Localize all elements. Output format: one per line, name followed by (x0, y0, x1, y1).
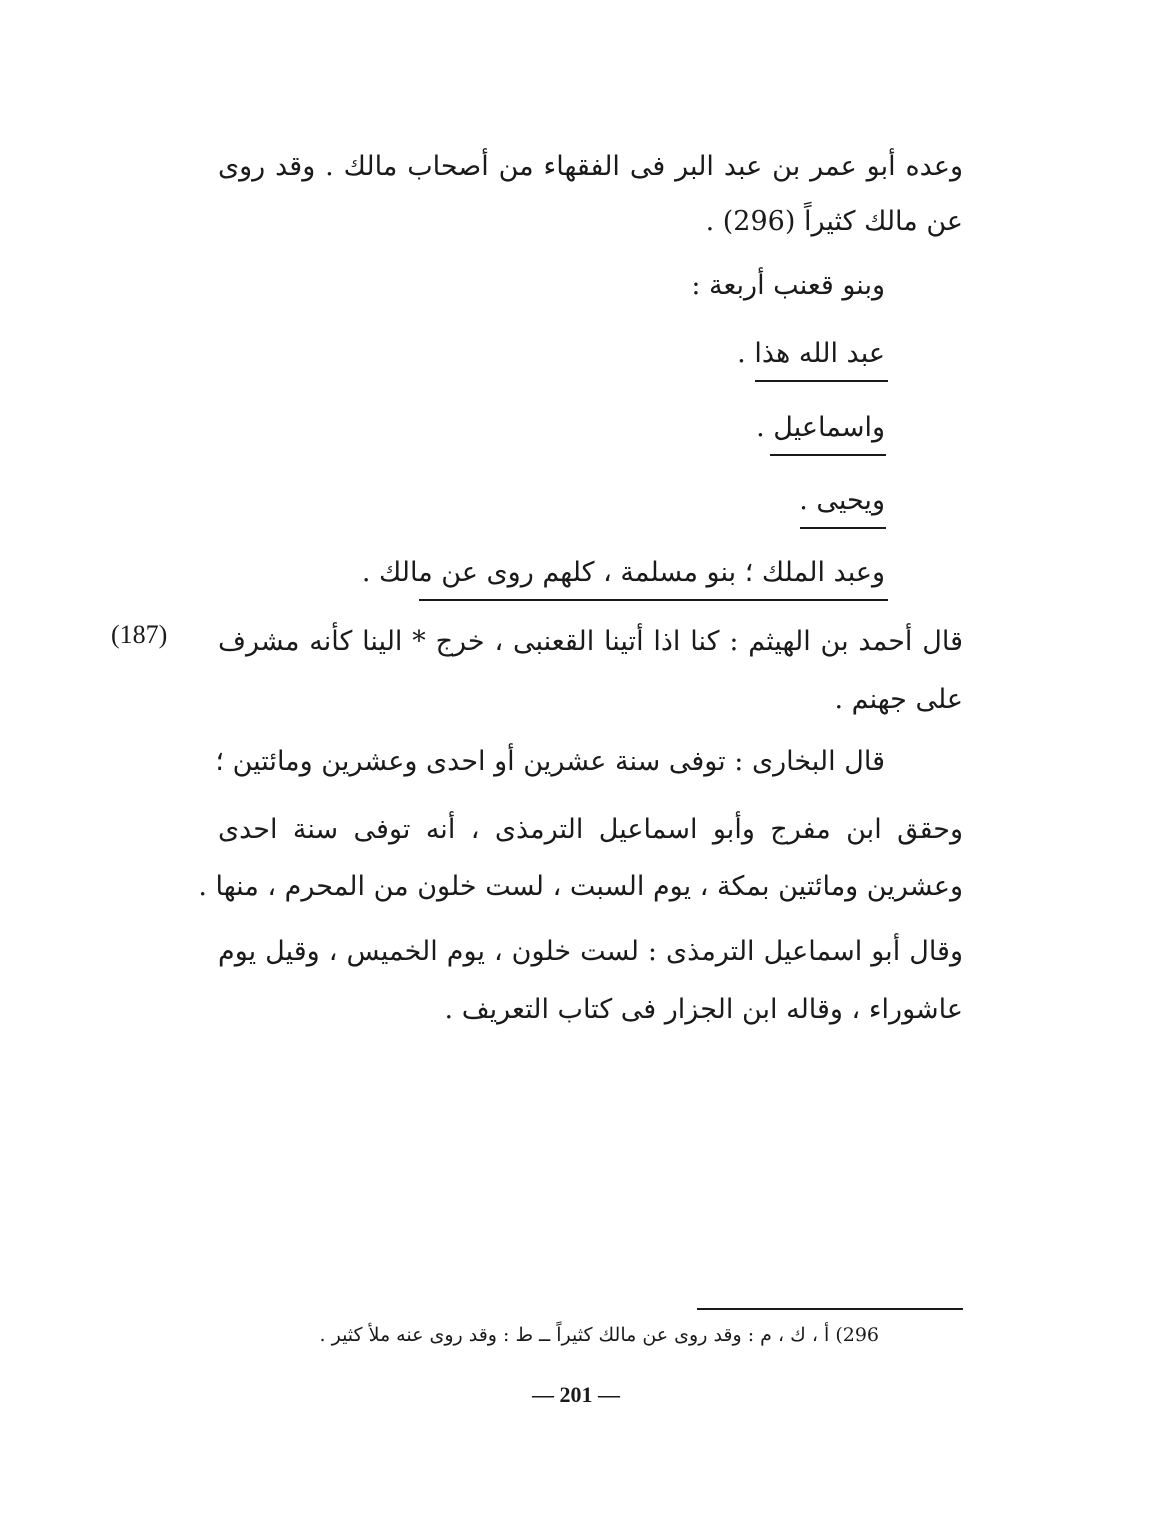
body-line-10: قال البخارى : توفى سنة عشرين أو احدى وعشرين ومائتين ؛ (215, 746, 885, 777)
body-line-8: قال أحمد بن الهيثم : كنا اذا أتينا القعنبى ، خرج * الينا كأنه مشرف (218, 626, 963, 657)
underline-abdulmalik (419, 599, 888, 601)
list-item-abdulmalik: وعبد الملك ؛ بنو مسلمة ، كلهم روى عن مالك . (361, 557, 885, 588)
list-item-ismail: واسماعيل . (756, 412, 885, 443)
body-line-14: عاشوراء ، وقاله ابن الجزار فى كتاب التعريف . (444, 994, 963, 1025)
body-line-11: وحقق ابن مفرج وأبو اسماعيل الترمذى ، أنه توفى سنة احدى (218, 814, 963, 845)
footnote-separator (697, 1308, 963, 1310)
list-item-abdullah: عبد الله هذا . (737, 338, 885, 369)
margin-number: (187) (111, 620, 168, 649)
body-line-13: وقال أبو اسماعيل الترمذى : لست خلون ، يوم الخميس ، وقيل يوم (218, 936, 963, 967)
body-line-1: وعده أبو عمر بن عبد البر فى الفقهاء من أصحاب مالك . وقد روى (218, 151, 963, 182)
underline-yahya (800, 527, 886, 529)
underline-abdullah (755, 380, 888, 382)
body-line-3: وبنو قعنب أربعة : (691, 270, 885, 301)
body-line-12: وعشرين ومائتين بمكة ، يوم السبت ، لست خلون من المحرم ، منها . (198, 871, 963, 902)
footnote: 296) أ ، ك ، م : وقد روى عن مالك كثيراً ــ ط : وقد روى عنه ملأ كثير . (319, 1324, 879, 1346)
underline-ismail (770, 454, 886, 456)
body-line-9: على جهنم . (834, 684, 963, 715)
page-number: — 201 — (532, 1382, 620, 1407)
body-line-2: عن مالك كثيراً (296) . (705, 206, 963, 237)
list-item-yahya: ويحيى . (799, 485, 885, 516)
